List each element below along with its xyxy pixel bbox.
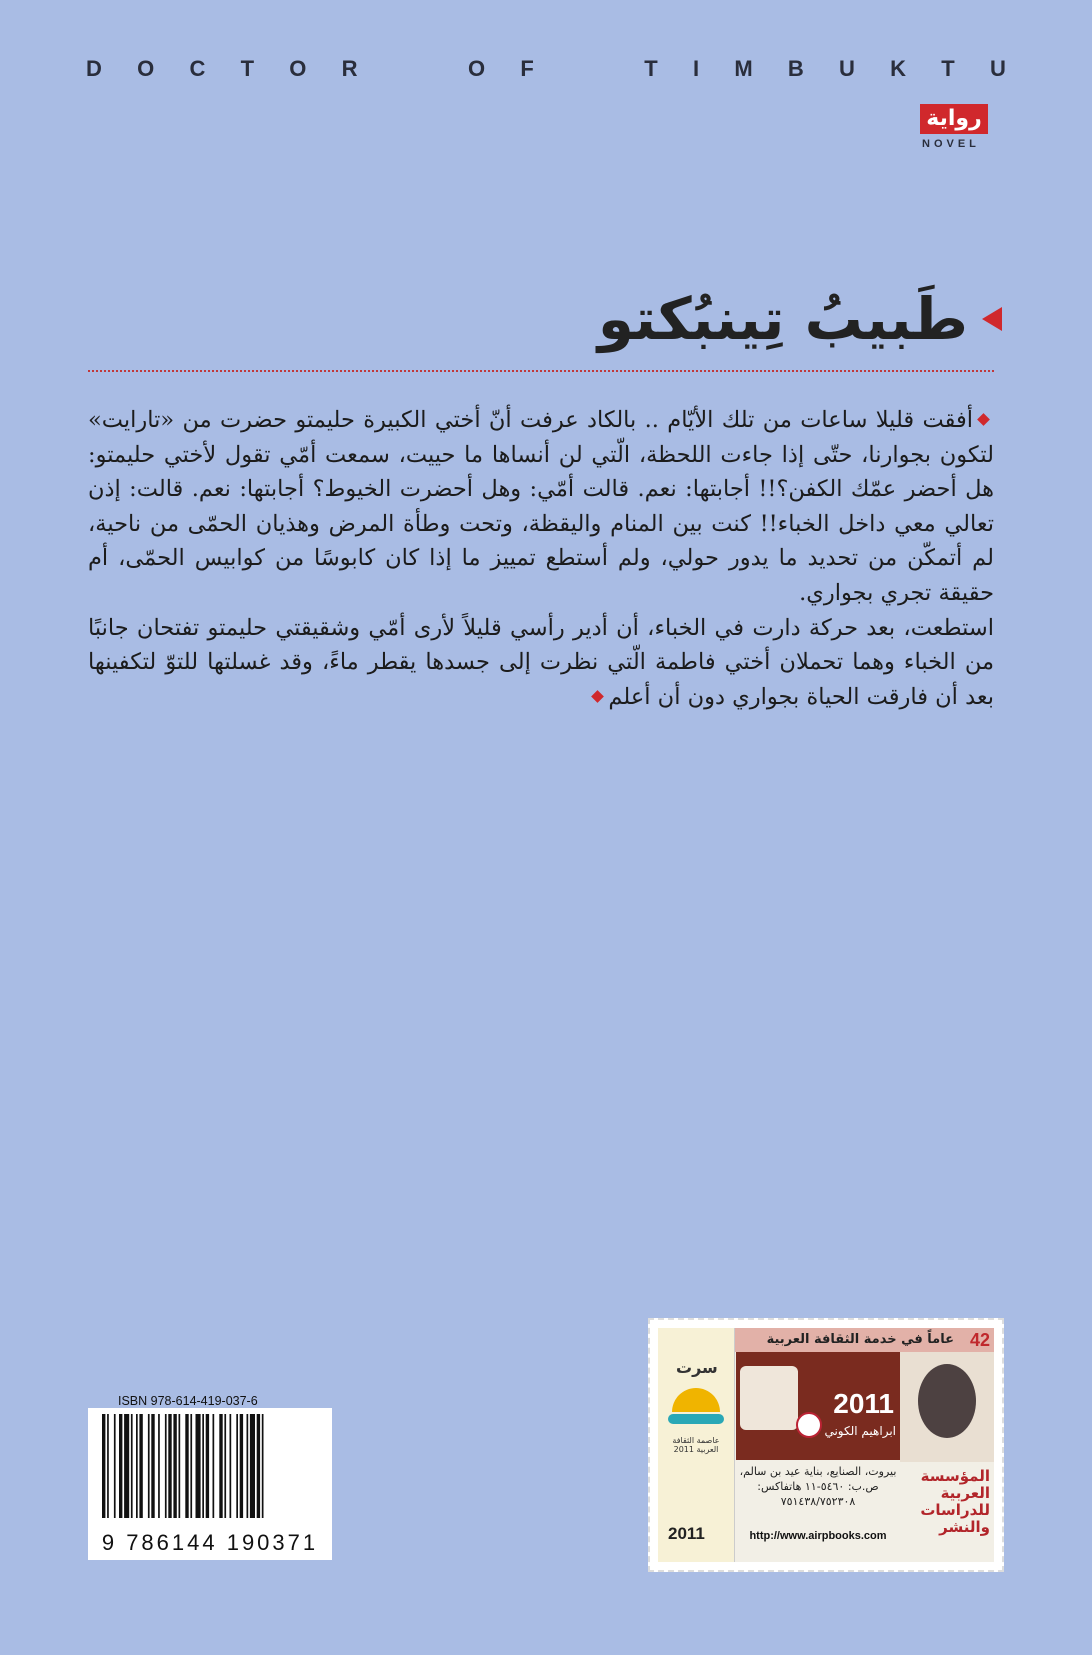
barcode-number: 9 786144 190371 [101,1530,319,1555]
logo-mark: رواية [920,104,988,134]
excerpt-text-2: استطعت، بعد حركة دارت في الخباء، أن أدير رأسي قليلاً لأرى أمّي وشقيقتي حليمتو تفتحان جانبًا من الخباء وهما تحملان أختي فاطمة الّتي نظرت إلى جسدها يقطر ماءً، وقد غسلتها للتوّ لتكفينها بعد أن فارقت الحياة بجواري دون أن أعلم [88,614,994,710]
title-divider [88,370,994,372]
series-letter: T [240,56,255,81]
series-letter: T [644,56,658,81]
series-letter: B [787,56,804,81]
stamp-author: ابراهيم الكوني [824,1424,896,1438]
stamp-left-caption: عاصمة الثقافة العربية 2011 [672,1436,720,1454]
series-letter: F [520,56,534,81]
stamp-body [658,1328,994,1562]
series-letter: M [734,56,753,81]
barcode [88,1408,332,1560]
author-portrait-icon [740,1366,798,1430]
isbn-label: ISBN 978-614-419-037-6 [118,1394,258,1408]
series-letter: R [341,56,358,81]
series-letter: I [692,56,700,81]
series-title [86,56,1006,82]
series-letter: K [890,56,907,81]
excerpt [88,403,994,714]
wave-icon [668,1414,724,1424]
series-letter: O [289,56,307,81]
stamp-address: بيروت، الصنايع، بناية عيد بن سالم، ص.ب: ٥٤٦٠-١١ هاتفاكس: ٧٥١٤٣٨/٧٥٢٣٠٨ [739,1465,897,1508]
series-letter [393,56,433,82]
publisher-stamp [648,1318,1004,1572]
excerpt-text-1: أفقت قليلا ساعات من تلك الأيّام .. بالكاد عرفت أنّ أختي الكبيرة حليمتو حضرت من «تارايت» لتكون بجوارنا، حتّى إذا جاءت اللحظة، الّتي لن أنساها ما حييت، سمعت أمّي تقول لأختي حليمتو: هل أحضر عمّك الكفن؟!! أجابتها: نعم. قالت أمّي: وهل أحضرت الخيوط؟ أجابتها: نعم. قالت: إذن تعالي معي داخل الخباء!! كنت بين المنام واليقظة، وتحت وطأة المرض وهذيان الحمّى من ناحية، لم أتمكّن من تحديد ما يدور حولي، ولم أستطع تمييز ما إذا كان كابوسًا من كوابيس الحمّى، أم حقيقة تجري بجواري. [88,407,994,606]
barcode-bars-icon [88,1408,332,1526]
series-letter: D [86,56,102,81]
series-letter: O [137,56,155,81]
emblem-icon [918,1364,976,1438]
stamp-url: http://www.airpbooks.com [749,1530,887,1542]
series-letter [569,56,609,82]
triangle-marker-icon [982,307,1002,331]
stamp-photo [736,1352,902,1460]
series-letter: C [189,56,206,81]
book-title: طَبيبُ تِينبُكتو [597,285,968,353]
diamond-bullet-icon [977,413,990,426]
stamp-publisher: المؤسسة العربية للدراسات والنشر [920,1467,990,1536]
book-title-block [598,285,1002,353]
publisher-logo [920,104,1000,164]
stamp-left-panel [658,1328,735,1562]
series-letter: O [468,56,486,81]
diamond-end-icon [592,690,605,703]
series-letter: U [839,56,855,81]
series-letter: T [941,56,955,81]
sun-icon [672,1388,720,1412]
excerpt-paragraph-1 [88,403,994,611]
stamp-emblem-panel [900,1352,994,1462]
stamp-left-year: 2011 [668,1524,705,1543]
stamp-photo-year: 2011 [833,1388,894,1419]
sirte-logo: سرت [676,1358,718,1377]
star-medal-icon [796,1412,822,1438]
stamp-number: 42 [969,1330,990,1350]
stamp-top-text: عاماً في خدمة الثقافة العربية [766,1332,954,1347]
series-letter: U [989,56,1006,81]
excerpt-paragraph-2 [88,611,994,715]
logo-subtitle: NOVEL [922,138,980,150]
